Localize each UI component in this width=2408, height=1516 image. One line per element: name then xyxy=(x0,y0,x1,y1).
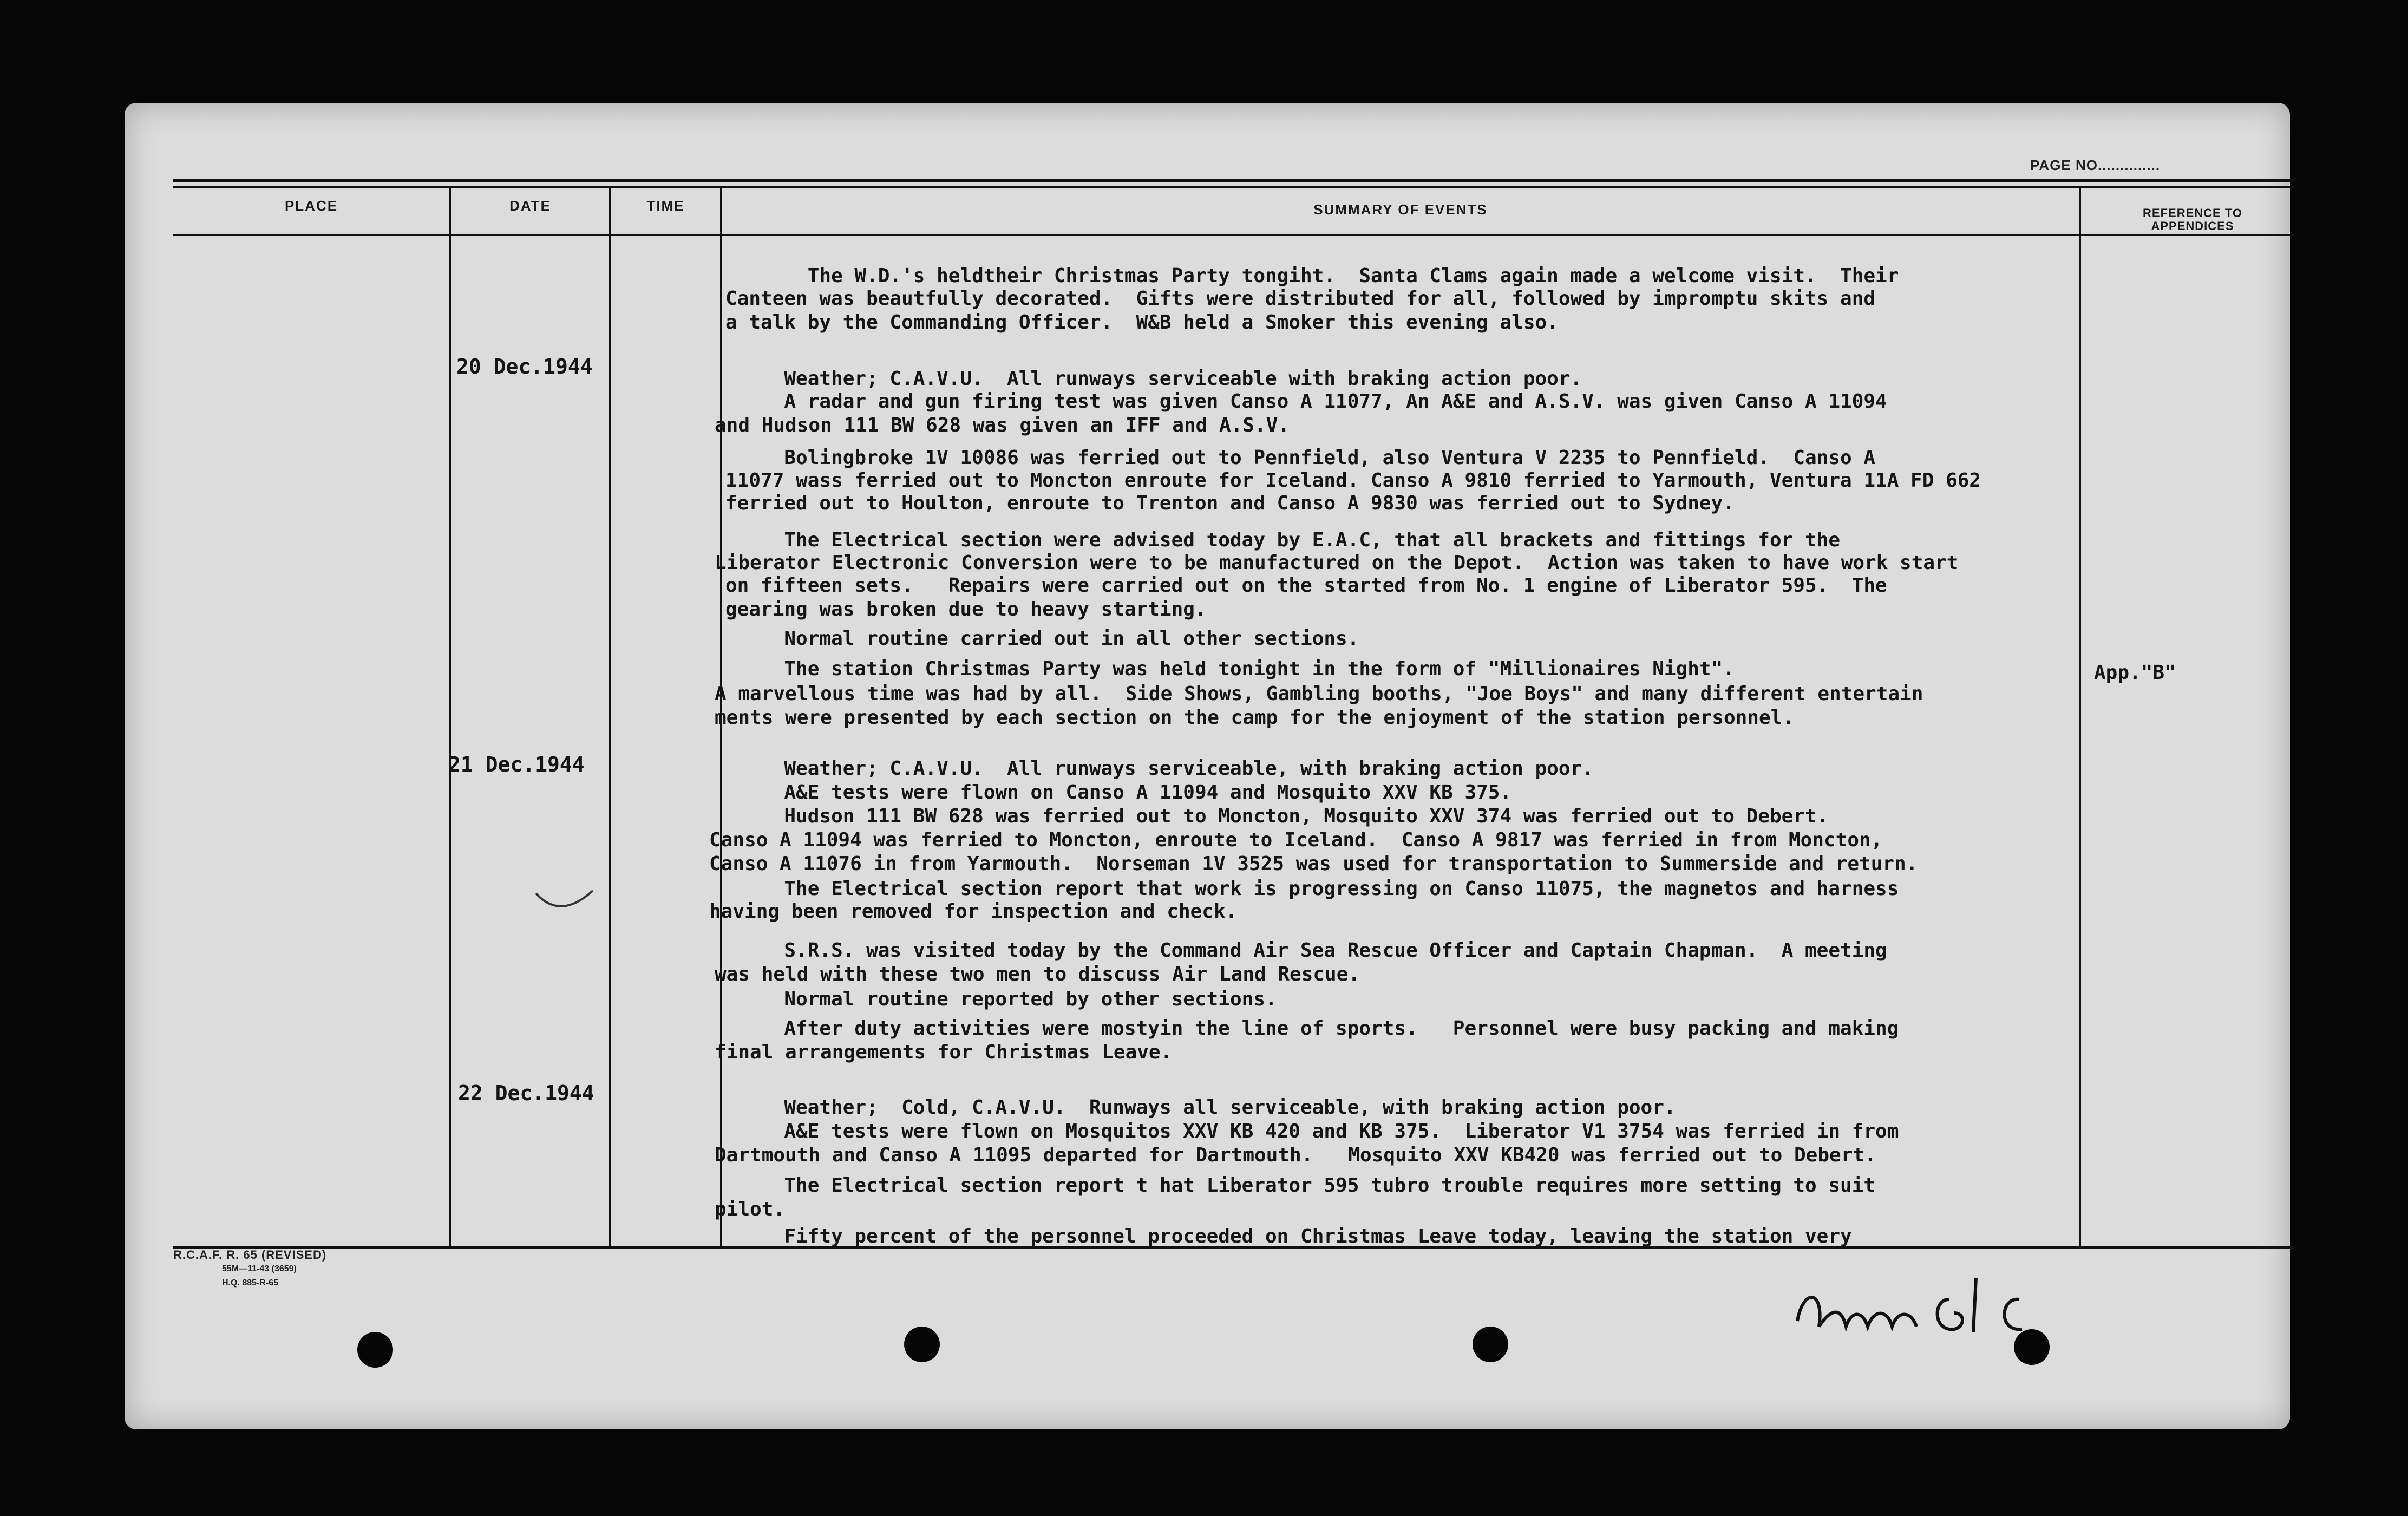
summary-line: a talk by the Commanding Officer. W&B held a Smoker this evening also. xyxy=(725,311,1559,334)
summary-line: Weather; C.A.V.U. All runways serviceable with braking action poor. xyxy=(725,368,1582,390)
summary-line: gearing was broken due to heavy starting. xyxy=(725,598,1207,620)
summary-line: was held with these two men to discuss Air Land Rescue. xyxy=(715,963,1360,985)
header-summary: SUMMARY OF EVENTS xyxy=(1313,201,1488,218)
header-rule xyxy=(173,234,2295,236)
form-number: R.C.A.F. R. 65 (REVISED) xyxy=(173,1248,327,1262)
summary-line: Hudson 111 BW 628 was ferried out to Moncton, Mosquito XXV 374 was ferried out to Debert. xyxy=(725,805,1829,827)
summary-line: A&E tests were flown on Canso A 11094 and Mosquito XXV KB 375. xyxy=(725,781,1512,803)
summary-line: After duty activities were mostyin the line of sports. Personnel were busy packing and making xyxy=(725,1017,1899,1040)
summary-line: S.R.S. was visited today by the Command Air Sea Rescue Officer and Captain Chapman. A meeting xyxy=(725,939,1887,962)
header-place: PLACE xyxy=(284,198,338,214)
summary-line: ments were presented by each section on the camp for the enjoyment of the station personnel. xyxy=(715,707,1794,729)
summary-line: ferried out to Houlton, enroute to Trenton and Canso A 9830 was ferried out to Sydney. xyxy=(725,492,1735,514)
pencil-mark xyxy=(533,888,598,920)
col-divider-reference xyxy=(2079,186,2081,1247)
header-reference: REFERENCE TO APPENDICES xyxy=(2143,206,2242,233)
form-print-code: 55M—11-43 (3659) xyxy=(222,1264,297,1273)
summary-line: Canteen was beautfully decorated. Gifts were distributed for all, followed by impromptu skits and xyxy=(725,287,1876,310)
col-divider-place xyxy=(449,186,451,1247)
summary-line: having been removed for inspection and check. xyxy=(709,900,1238,923)
summary-line: final arrangements for Christmas Leave. xyxy=(715,1041,1173,1063)
punch-hole xyxy=(357,1332,393,1368)
summary-line: Normal routine reported by other sections. xyxy=(725,988,1277,1010)
summary-line: The Electrical section were advised today by E.A.C, that all brackets and fittings for the xyxy=(725,529,1841,551)
summary-line: on fifteen sets. Repairs were carried out on the started from No. 1 engine of Liberator 595. The xyxy=(725,574,1887,597)
summary-line: pilot. xyxy=(715,1198,786,1220)
top-rule-thick xyxy=(173,179,2295,182)
col-divider-date xyxy=(609,186,611,1247)
summary-line: Bolingbroke 1V 10086 was ferried out to Pennfield, also Ventura V 2235 to Pennfield. Canso A xyxy=(725,447,1876,469)
page-number-label: PAGE NO.............. xyxy=(2030,157,2161,173)
summary-line: and Hudson 111 BW 628 was given an IFF and A.S.V. xyxy=(715,414,1290,436)
summary-line: The Electrical section report that work is progressing on Canso 11075, the magnetos and harness xyxy=(725,878,1899,900)
summary-line: Weather; C.A.V.U. All runways serviceable, with braking action poor. xyxy=(725,757,1594,780)
summary-line: The W.D.'s heldtheir Christmas Party tongiht. Santa Clams again made a welcome visit. Their xyxy=(725,265,1899,287)
summary-line: The station Christmas Party was held tonight in the form of "Millionaires Night". xyxy=(725,658,1735,680)
form-hq-code: H.Q. 885-R-65 xyxy=(222,1278,279,1288)
punch-hole xyxy=(904,1327,940,1362)
header-time: TIME xyxy=(646,198,685,214)
summary-line: Weather; Cold, C.A.V.U. Runways all serviceable, with braking action poor. xyxy=(725,1096,1676,1119)
summary-line: Normal routine carried out in all other sections. xyxy=(725,628,1359,650)
summary-line: Canso A 11094 was ferried to Moncton, enroute to Iceland. Canso A 9817 was ferried in from Moncton, xyxy=(709,829,1883,851)
summary-line: Liberator Electronic Conversion were to be manufactured on the Depot. Action was taken to have work start xyxy=(715,552,1959,574)
summary-line: A&E tests were flown on Mosquitos XXV KB 420 and KB 375. Liberator V1 3754 was ferried in from xyxy=(725,1120,1899,1142)
entry-date: 21 Dec.1944 xyxy=(448,753,585,776)
summary-line: A marvellous time was had by all. Side Shows, Gambling booths, "Joe Boys" and many different entertain xyxy=(715,683,1923,705)
handwritten-signature xyxy=(1787,1256,2036,1354)
summary-line: Dartmouth and Canso A 11095 departed for Dartmouth. Mosquito XXV KB420 was ferried out to Debert. xyxy=(715,1144,1876,1166)
form-number-block xyxy=(173,1248,326,1290)
summary-line: Canso A 11076 in from Yarmouth. Norseman 1V 3525 was used for transportation to Summerside and return. xyxy=(709,853,1918,875)
summary-line: 11077 wass ferried out to Moncton enroute for Iceland. Canso A 9810 ferried to Yarmouth, Ventura 11A FD 662 xyxy=(725,469,1981,492)
entry-date: 22 Dec.1944 xyxy=(458,1081,594,1105)
punch-hole xyxy=(1473,1327,1508,1362)
top-rule-thin xyxy=(173,186,2295,188)
summary-line: The Electrical section report t hat Liberator 595 tubro trouble requires more setting to suit xyxy=(725,1174,1876,1197)
appendix-reference: App."B" xyxy=(2094,662,2176,684)
summary-line: A radar and gun firing test was given Canso A 11077, An A&E and A.S.V. was given Canso A 11094 xyxy=(725,390,1887,413)
entry-date: 20 Dec.1944 xyxy=(456,355,593,378)
header-date: DATE xyxy=(509,198,551,214)
summary-line: Fifty percent of the personnel proceeded on Christmas Leave today, leaving the station very xyxy=(725,1225,1852,1247)
